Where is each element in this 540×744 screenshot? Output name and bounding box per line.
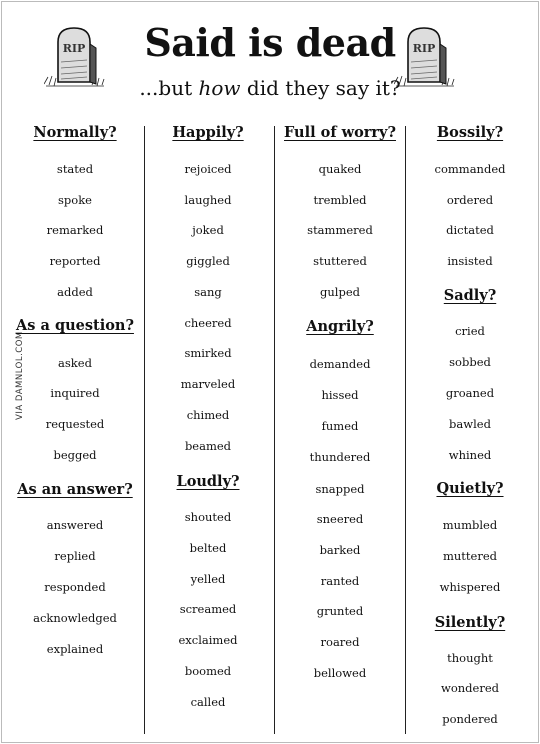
synonym-word: ranted — [320, 574, 360, 588]
section-heading: Quietly? — [436, 480, 504, 497]
synonym-word: grunted — [316, 604, 364, 618]
synonym-word: giggled — [186, 254, 230, 268]
synonym-word: demanded — [309, 357, 371, 371]
synonym-word: insisted — [447, 254, 493, 268]
synonym-word: explained — [46, 642, 104, 656]
synonym-word: fumed — [321, 419, 359, 433]
synonym-word: chimed — [186, 408, 230, 422]
synonym-word: gulped — [320, 285, 360, 299]
synonym-word: muttered — [442, 549, 498, 563]
synonym-word: shouted — [184, 510, 232, 524]
synonym-word: screamed — [179, 602, 237, 616]
synonym-word: smirked — [184, 346, 232, 360]
section-heading: Bossily? — [436, 124, 504, 141]
section-heading: Loudly? — [176, 473, 240, 490]
synonym-word: spoke — [58, 193, 92, 207]
synonym-word: replied — [54, 549, 96, 563]
synonym-word: roared — [320, 635, 360, 649]
tombstone-rip-text: RIP — [412, 42, 436, 55]
page-subtitle — [0, 76, 540, 100]
synonym-word: thought — [447, 651, 493, 665]
section-heading: Full of worry? — [284, 124, 396, 141]
synonym-word: pondered — [442, 712, 498, 726]
synonym-word: dictated — [446, 223, 494, 237]
synonym-word: commanded — [434, 162, 506, 176]
synonym-word: belted — [189, 541, 227, 555]
synonym-word: bawled — [449, 417, 491, 431]
synonym-word: sobbed — [449, 355, 491, 369]
synonym-word: laughed — [184, 193, 232, 207]
synonym-word: hissed — [321, 388, 359, 402]
section-heading: As a question? — [16, 317, 134, 334]
synonym-word: stated — [56, 162, 94, 176]
synonym-word: yelled — [190, 572, 226, 586]
synonym-word: thundered — [309, 450, 371, 464]
synonym-word: stuttered — [313, 254, 367, 268]
section-heading: Angrily? — [306, 318, 374, 335]
page-frame — [1, 1, 539, 743]
synonym-word: bellowed — [313, 666, 367, 680]
synonym-word: quaked — [318, 162, 362, 176]
synonym-word: marveled — [180, 377, 236, 391]
section-heading: Normally? — [33, 124, 117, 141]
synonym-word: exclaimed — [178, 633, 238, 647]
page-title: Said is dead — [144, 20, 396, 65]
synonym-word: mumbled — [442, 518, 498, 532]
synonym-word: answered — [46, 518, 104, 532]
watermark — [2, 322, 25, 422]
synonym-word: snapped — [315, 482, 365, 496]
watermark-text: VIA DAMNLOL.COM — [15, 331, 25, 420]
synonym-word: cheered — [184, 316, 232, 330]
synonym-word: acknowledged — [33, 611, 117, 625]
synonym-word: inquired — [50, 386, 100, 400]
synonym-word: rejoiced — [184, 162, 232, 176]
synonym-word: whispered — [439, 580, 501, 594]
synonym-word: whined — [448, 448, 492, 462]
section-heading: As an answer? — [17, 481, 133, 498]
column-divider — [274, 126, 275, 734]
synonym-word: barked — [319, 543, 361, 557]
column-divider — [144, 126, 145, 734]
synonym-word: added — [57, 285, 93, 299]
column-divider — [405, 126, 406, 734]
synonym-word: asked — [58, 356, 92, 370]
synonym-word: sang — [194, 285, 222, 299]
synonym-word: stammered — [307, 223, 373, 237]
synonym-word: sneered — [316, 512, 364, 526]
synonym-word: requested — [45, 417, 105, 431]
synonym-word: called — [190, 695, 226, 709]
section-heading: Happily? — [172, 124, 244, 141]
section-heading: Silently? — [434, 614, 506, 631]
synonym-word: wondered — [440, 681, 500, 695]
synonym-word: beamed — [184, 439, 232, 453]
synonym-word: responded — [44, 580, 106, 594]
synonym-word: boomed — [184, 664, 232, 678]
synonym-word: remarked — [46, 223, 104, 237]
tombstone-rip-text: RIP — [62, 42, 86, 55]
synonym-word: reported — [49, 254, 101, 268]
section-heading: Sadly? — [443, 287, 497, 304]
subtitle-emphasis: how — [198, 76, 241, 100]
synonym-word: groaned — [445, 386, 495, 400]
synonym-word: joked — [192, 223, 224, 237]
subtitle-tail: did they say it? — [240, 76, 401, 100]
synonym-word: cried — [455, 324, 485, 338]
synonym-word: ordered — [446, 193, 494, 207]
synonym-word: begged — [53, 448, 97, 462]
synonym-word: trembled — [313, 193, 367, 207]
subtitle-lead: ...but — [139, 76, 199, 100]
